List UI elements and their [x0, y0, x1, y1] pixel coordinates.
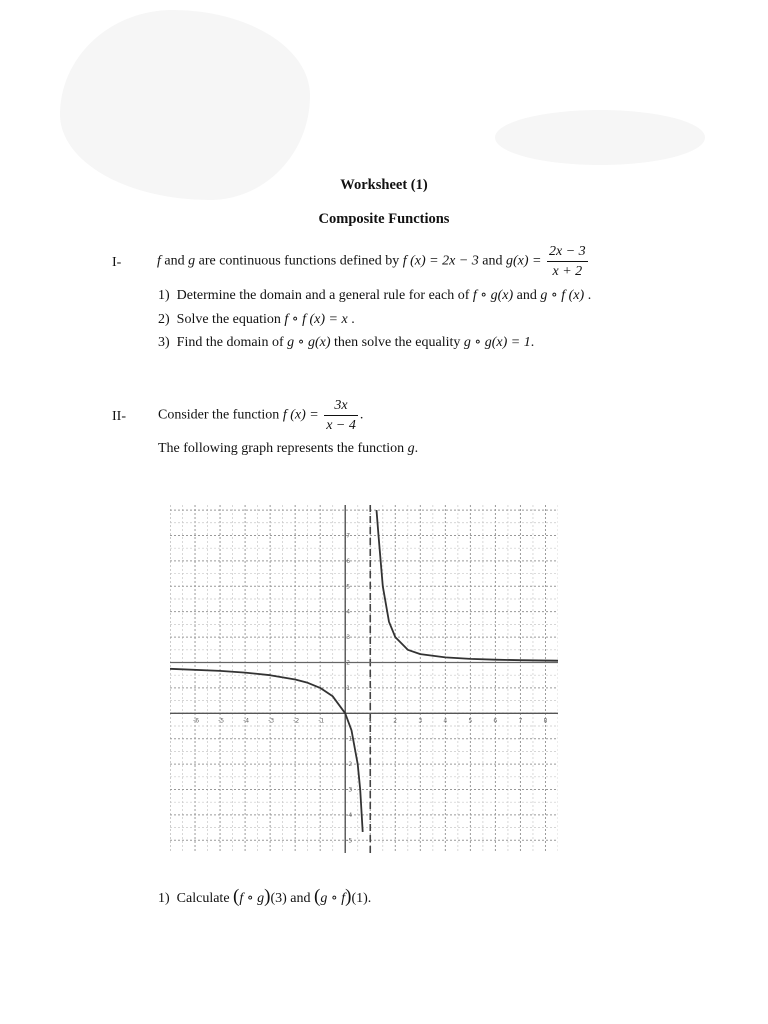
intro-g: g	[188, 253, 196, 269]
q-mid: then solve the equality	[330, 335, 464, 350]
function-graph	[170, 505, 558, 853]
part2-question-1	[158, 886, 371, 908]
y-tick-label: 5	[346, 583, 351, 591]
q-text: Solve the equation	[176, 312, 285, 327]
x-tick-label: -4	[243, 717, 250, 725]
g-numerator: 2x − 3	[547, 243, 588, 262]
part2-intro-line	[158, 397, 363, 434]
consider-text: Consider the function	[158, 407, 283, 423]
q-expr-fog: f ∘ g(x)	[472, 288, 514, 303]
graph-intro-line	[158, 441, 418, 457]
graph-g: g	[407, 441, 415, 456]
section-label-1: I-	[112, 255, 122, 270]
f-end: .	[359, 407, 364, 423]
graph-text: The following graph represents the function	[158, 441, 408, 456]
y-tick-label: -2	[346, 761, 353, 769]
part1-question-3	[158, 334, 534, 351]
f-definition: f (x) = 2x − 3	[402, 253, 479, 269]
x-tick-label: 5	[468, 717, 473, 725]
worksheet-title: Worksheet (1)	[340, 177, 428, 193]
f-numerator: 3x	[324, 397, 358, 416]
watermark-blob-small	[495, 110, 705, 165]
q-end: .	[530, 335, 535, 350]
q-number: 1)	[158, 288, 170, 303]
y-tick-label: 6	[346, 557, 351, 565]
f-fraction	[324, 397, 358, 434]
q-number: 2)	[158, 312, 170, 327]
q-end: .	[367, 891, 372, 906]
q-text: Find the domain of	[176, 335, 288, 350]
g-fraction	[547, 243, 588, 280]
q-and: and	[286, 891, 315, 906]
paren-open: (	[314, 886, 321, 907]
x-tick-label: 1	[368, 717, 373, 725]
x-tick-label: 6	[493, 717, 498, 725]
q-and: and	[513, 288, 541, 303]
q-expr-gof: g ∘ f (x)	[540, 288, 585, 303]
q-comp-gof: g ∘ f	[320, 891, 346, 906]
q-number: 3)	[158, 335, 170, 350]
part1-intro-line	[157, 243, 590, 280]
section-label-2: II-	[112, 409, 126, 424]
curve-branch-1	[170, 669, 363, 832]
q-number: 1)	[158, 891, 170, 906]
q-end: .	[347, 312, 355, 327]
y-tick-label: 1	[346, 684, 351, 692]
y-tick-label: -4	[346, 811, 353, 819]
q-text: Calculate	[176, 891, 234, 906]
intro-text: are continuous functions defined by	[195, 253, 403, 269]
y-tick-label: -5	[346, 837, 353, 845]
graph-end: .	[414, 441, 419, 456]
watermark-blob	[60, 10, 310, 200]
q-end: .	[584, 288, 592, 303]
part1-question-2	[158, 311, 355, 328]
x-tick-label: -5	[218, 717, 225, 725]
f-lhs: f (x) =	[282, 407, 319, 423]
intro-f: f	[157, 253, 161, 269]
x-tick-label: -3	[268, 717, 275, 725]
x-tick-label: 8	[543, 717, 548, 725]
q-text: Determine the domain and a general rule for each of	[176, 288, 473, 303]
q-expr-gog-eq: g ∘ g(x) = 1	[463, 335, 531, 350]
worksheet-subtitle: Composite Functions	[318, 211, 450, 227]
q-arg: (1)	[351, 891, 368, 906]
q-arg: (3)	[270, 891, 287, 906]
g-denominator: x + 2	[552, 264, 583, 279]
x-tick-label: 4	[443, 717, 448, 725]
x-tick-label: -6	[193, 717, 200, 725]
y-tick-label: 3	[346, 634, 351, 642]
paren-close: )	[264, 886, 271, 907]
paren-close: )	[345, 886, 352, 907]
q-expr-fof: f ∘ f (x) = x	[284, 312, 348, 327]
and-word: and	[478, 253, 506, 269]
curve-branch-2	[377, 510, 559, 661]
x-tick-label: -2	[293, 717, 300, 725]
y-tick-label: -1	[346, 735, 353, 743]
x-tick-label: -1	[318, 717, 325, 725]
part1-question-1	[158, 287, 591, 304]
paren-open: (	[233, 886, 240, 907]
q-comp-fog: f ∘ g	[239, 891, 265, 906]
y-tick-label: 2	[346, 659, 351, 667]
f-denominator: x − 4	[326, 418, 356, 433]
x-tick-label: 3	[418, 717, 423, 725]
y-tick-label: -3	[346, 786, 353, 794]
q-expr-gog: g ∘ g(x)	[287, 335, 331, 350]
y-tick-label: 7	[346, 532, 351, 540]
x-tick-label: 7	[518, 717, 523, 725]
x-tick-label: 2	[393, 717, 398, 725]
intro-and: and	[160, 253, 189, 269]
y-tick-label: 4	[346, 608, 351, 616]
g-lhs: g(x) =	[506, 253, 542, 269]
